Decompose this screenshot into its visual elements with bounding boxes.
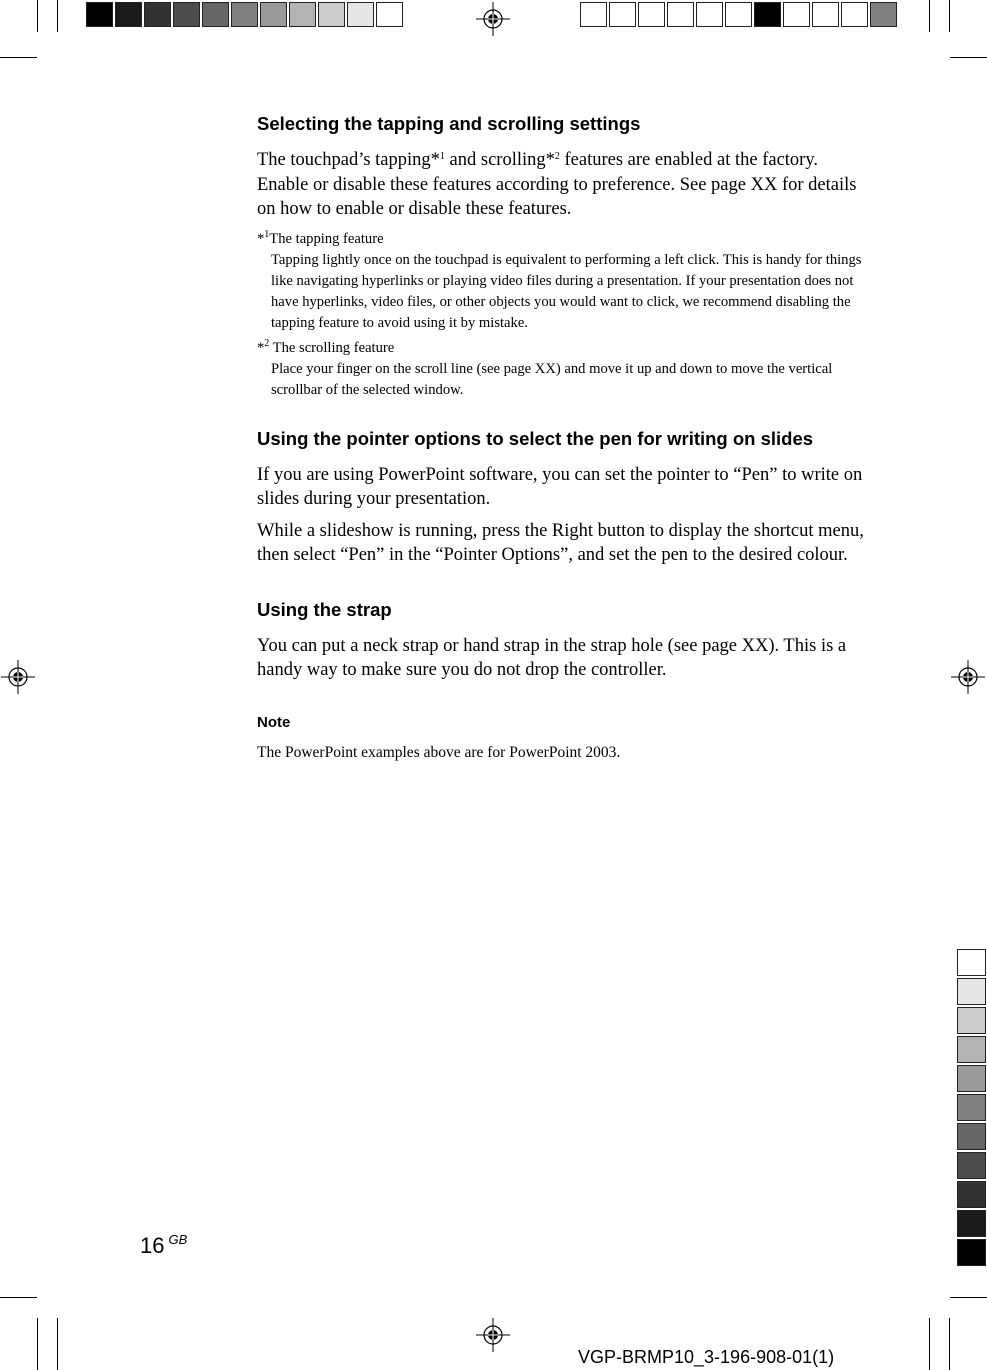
color-swatch [870, 2, 897, 27]
crop-mark-bottom-left-v2 [57, 1318, 58, 1370]
paragraph-pointer-2: While a slideshow is running, press the Right button to display the shortcut menu, then select “Pen” in the “Pointer Options”, and set the pen to the desired colour. [257, 520, 864, 565]
color-swatch [957, 1210, 986, 1237]
color-swatch [231, 2, 258, 27]
footnote-title-text: The tapping feature [269, 230, 384, 247]
crop-mark-bottom-right-v [929, 1318, 930, 1370]
document-id: VGP-BRMP10_3-196-908-01(1) [578, 1347, 835, 1367]
page-number-value: 16 [140, 1233, 165, 1258]
crop-mark-top-right-h [950, 57, 987, 58]
footnote-title-text: The scrolling feature [269, 339, 395, 356]
section-heading-strap: Using the strap [257, 598, 392, 620]
crop-mark-top-left-v2 [37, 0, 38, 32]
paragraph-text: features are enabled at the factory. Enable or disable these features according to preference. See page XX for details on how to enable or disable these features. [257, 150, 857, 219]
color-swatch [260, 2, 287, 27]
note-text: The PowerPoint examples above are for PowerPoint 2003. [257, 743, 621, 761]
paragraph-strap: You can put a neck strap or hand strap in the strap hole (see page XX). This is a handy way to make sure you do not drop the controller. [257, 635, 847, 680]
footnote-title [257, 338, 867, 359]
registration-mark-left [1, 660, 35, 694]
color-bar-right [957, 949, 986, 1268]
color-swatch [289, 2, 316, 27]
color-swatch [957, 1065, 986, 1092]
color-swatch [754, 2, 781, 27]
crop-mark-bottom-left-v [37, 1318, 38, 1370]
crop-mark-top-right-v [929, 0, 930, 32]
paragraph-text: and scrolling* [444, 150, 555, 170]
footnote-ref-1: 1 [439, 151, 445, 162]
footnote-ref-2: 2 [554, 151, 560, 162]
footnote-text: Place your finger on the scroll line (see page XX) and move it up and down to move the vertical scrollbar of the selected window. [271, 360, 833, 398]
footnote-marker: * [257, 230, 265, 247]
color-swatch [86, 2, 113, 27]
footnote-1 [257, 229, 867, 334]
color-swatch [115, 2, 142, 27]
color-swatch [957, 1036, 986, 1063]
crop-mark-top-right-v2 [949, 0, 950, 32]
footnote-title [257, 229, 867, 250]
footnote-marker: * [257, 339, 265, 356]
footnote-number: 1 [264, 228, 270, 240]
color-swatch [957, 1094, 986, 1121]
color-bar-top-left [86, 2, 405, 27]
color-swatch [957, 1007, 986, 1034]
crop-mark-top-left-v [57, 0, 58, 32]
color-swatch [841, 2, 868, 27]
registration-mark-top [476, 2, 510, 36]
color-bar-top-right [580, 2, 899, 27]
color-swatch [202, 2, 229, 27]
color-swatch [957, 978, 986, 1005]
note-heading: Note [257, 713, 291, 731]
section-heading-pointer-options: Using the pointer options to select the pen for writing on slides [257, 427, 814, 449]
color-swatch [696, 2, 723, 27]
color-swatch [957, 949, 986, 976]
footnote-number: 2 [264, 337, 270, 349]
color-swatch [957, 1181, 986, 1208]
color-swatch [638, 2, 665, 27]
paragraph-pointer-1: If you are using PowerPoint software, you can set the pointer to “Pen” to write on slides during your presentation. [257, 464, 863, 509]
footnote-2 [257, 338, 867, 401]
color-swatch [667, 2, 694, 27]
paragraph-text: The touchpad’s tapping* [257, 150, 440, 170]
color-swatch [318, 2, 345, 27]
page-number [140, 1232, 187, 1259]
color-swatch [609, 2, 636, 27]
registration-mark-right [951, 660, 985, 694]
color-swatch [173, 2, 200, 27]
crop-mark-bottom-right-v2 [949, 1318, 950, 1370]
color-swatch [347, 2, 374, 27]
page-language-suffix: GB [168, 1232, 188, 1247]
crop-mark-bottom-left-h [0, 1297, 37, 1298]
registration-mark-bottom [476, 1318, 510, 1352]
color-swatch [783, 2, 810, 27]
page-content [257, 112, 867, 763]
color-swatch [812, 2, 839, 27]
crop-mark-bottom-right-h [950, 1297, 987, 1298]
color-swatch [725, 2, 752, 27]
color-swatch [376, 2, 403, 27]
color-swatch [957, 1123, 986, 1150]
color-swatch [144, 2, 171, 27]
footnote-text: Tapping lightly once on the touchpad is equivalent to performing a left click. This is handy for things like navigating hyperlinks or playing video files during a presentation. If your presentation does not have hyperlinks, video files, or other objects you would want to click, we recommend disabling the tapping feature to avoid using it by mistake. [271, 251, 862, 331]
color-swatch [580, 2, 607, 27]
color-swatch [957, 1239, 986, 1266]
color-swatch [957, 1152, 986, 1179]
crop-mark-top-left-h [0, 57, 37, 58]
paragraph-tapping-scrolling [257, 148, 867, 222]
section-heading-tapping-scrolling: Selecting the tapping and scrolling settings [257, 113, 641, 134]
